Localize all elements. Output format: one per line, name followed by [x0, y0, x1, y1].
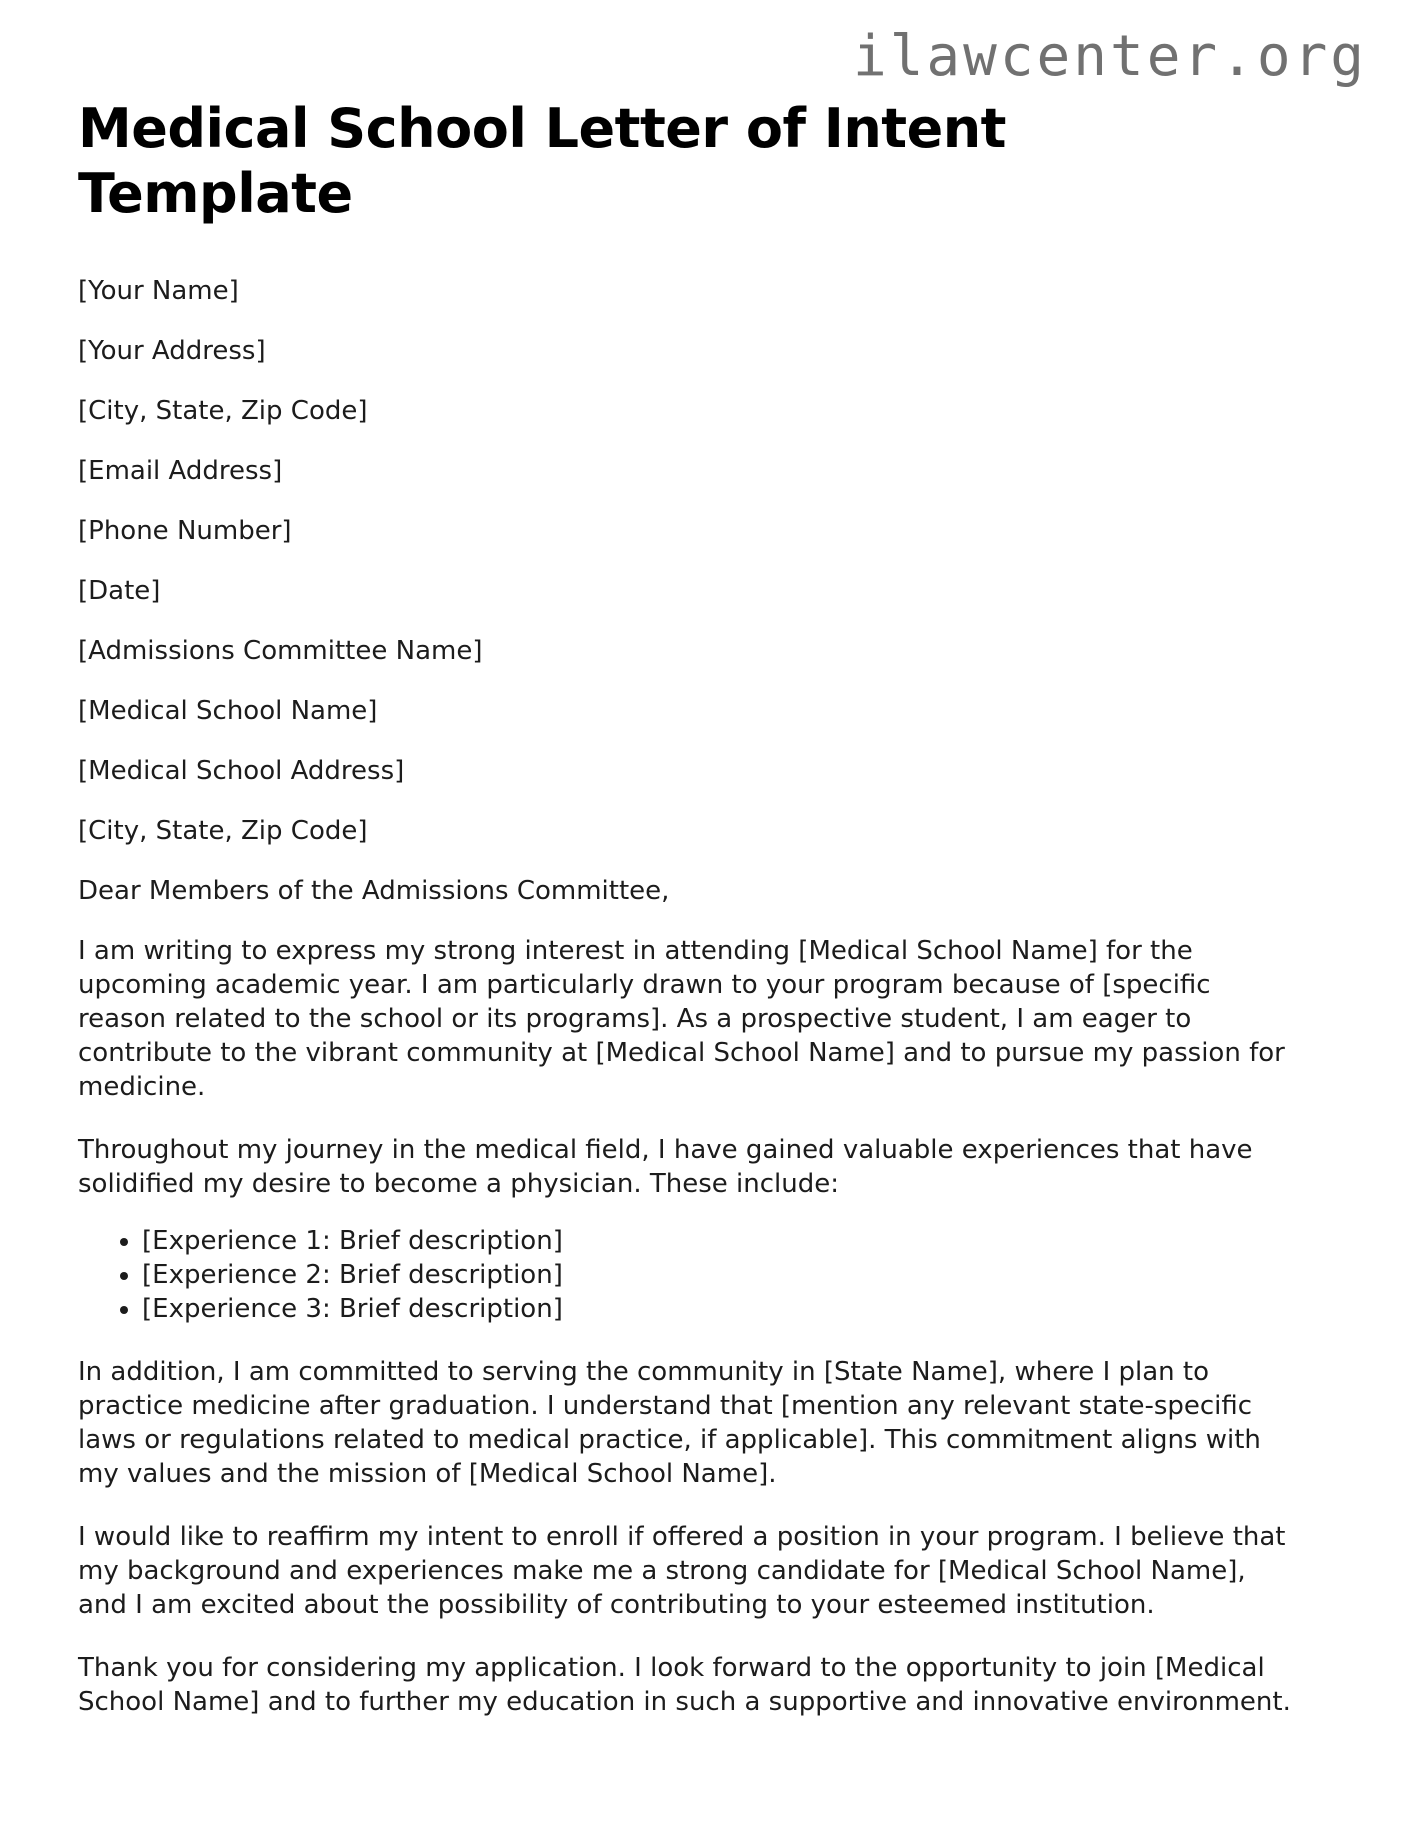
paragraph-community: In addition, I am committed to serving the community in [State Name], where I plan to practice medicine after graduation. I understand that [mention any relevant state-specific laws or regulations related to medical practice, if applicable]. This commitment aligns with my values and the mission of [Medical School Name]. [78, 1357, 1261, 1490]
experience-bullet-1: • [Experience 1: Brief description] [142, 1224, 1293, 1258]
experience-bullet-2: • [Experience 2: Brief description] [142, 1258, 1293, 1292]
line-city-state-zip: [City, State, Zip Code] [78, 396, 368, 427]
experience-bullet-3: • [Experience 3: Brief description] [142, 1292, 1293, 1326]
line-medical-school-address: [Medical School Address] [78, 756, 405, 787]
line-your-name: [Your Name] [78, 276, 239, 307]
letter-content [0, 97, 1411, 1720]
line-city-state-zip-2: [City, State, Zip Code] [78, 816, 368, 847]
line-your-address: [Your Address] [78, 336, 266, 367]
line-date: [Date] [78, 576, 161, 607]
paragraph-thanks: Thank you for considering my application. I look forward to the opportunity to join [Medical School Name] and to further my education in such a supportive and innovative environment. [78, 1653, 1291, 1718]
paragraph-reaffirm: I would like to reaffirm my intent to enroll if offered a position in your program. I believe that my background and experiences make me a strong candidate for [Medical School Name], and I am excited about the possibility of contributing to your esteemed institution. [78, 1522, 1286, 1621]
site-logo: ilawcenter.org [852, 24, 1367, 89]
line-email-address: [Email Address] [78, 456, 283, 487]
page-title: Medical School Letter of Intent Template [78, 96, 1006, 225]
page-header [0, 0, 1411, 87]
recipient-block [78, 274, 1293, 848]
line-admissions-committee-name: [Admissions Committee Name] [78, 636, 483, 667]
experience-list [78, 1224, 1293, 1326]
line-phone-number: [Phone Number] [78, 516, 292, 547]
line-medical-school-name: [Medical School Name] [78, 696, 378, 727]
paragraph-experience-lead: Throughout my journey in the medical field, I have gained valuable experiences that have solidified my desire to become a physician. These include: [78, 1135, 1253, 1200]
salutation: Dear Members of the Admissions Committee, [78, 876, 670, 907]
paragraph-intro: I am writing to express my strong interest in attending [Medical School Name] for the upcoming academic year. I am particularly drawn to your program because of [specific reason related to the school or its programs]. As a prospective student, I am eager to contribute to the vibrant community at [Medical School Name] and to pursue my passion for medicine. [78, 936, 1285, 1103]
